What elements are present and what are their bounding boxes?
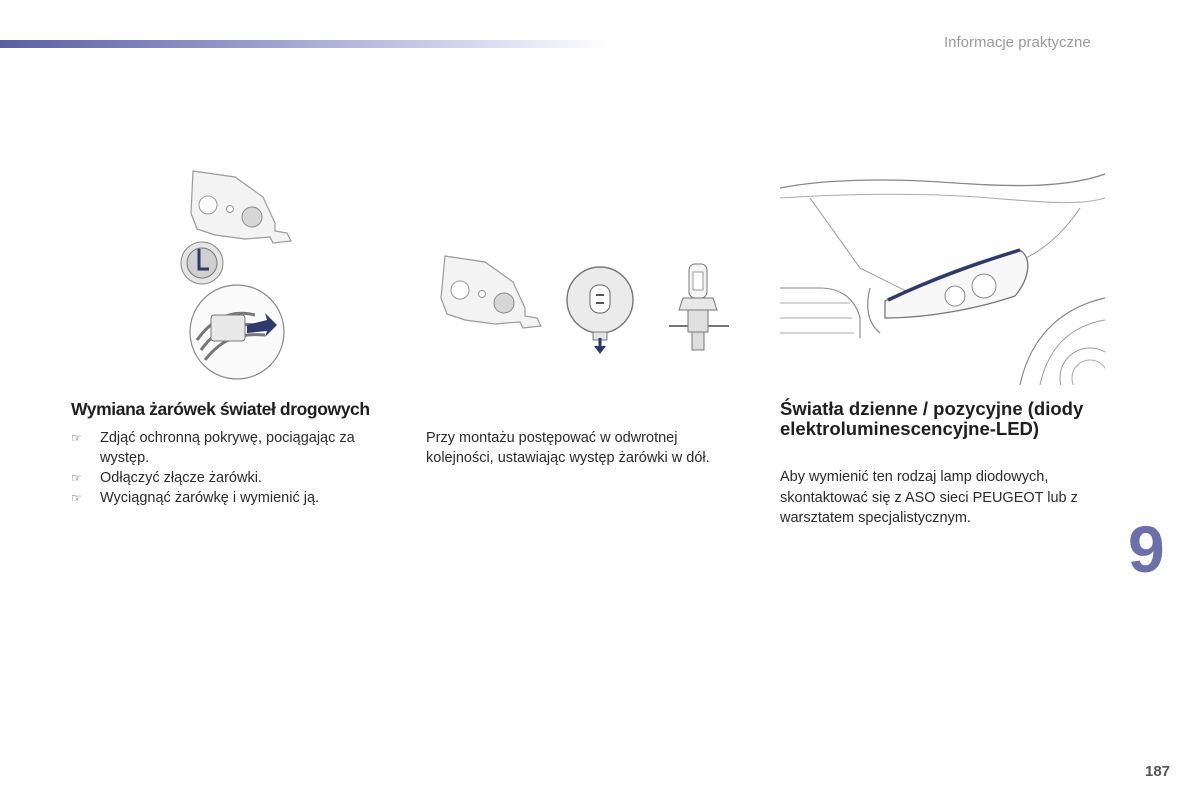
list-item: ☞ Wyciągnąć żarówkę i wymienić ją. (71, 490, 320, 506)
bulb-replacement-illustration (435, 250, 740, 365)
chapter-number: 9 (1128, 512, 1165, 586)
list-item: ☞ Odłączyć złącze żarówki. (71, 470, 262, 486)
list-item: ☞ Zdjąć ochronną pokrywę, pociągając za występ. (71, 430, 355, 466)
high-beam-steps-list (71, 428, 401, 508)
pointing-hand-icon: ☞ (71, 471, 82, 485)
header-gradient-bar (0, 40, 610, 48)
reassembly-note: Przy montażu postępować w odwrotnej kolejności, ustawiając występ żarówki w dół. (426, 430, 710, 466)
pointing-hand-icon: ☞ (71, 431, 82, 445)
high-beam-heading: Wymiana żarówek świateł drogowych (71, 399, 370, 419)
page-number: 187 (1145, 763, 1171, 780)
car-front-led-illustration (780, 168, 1105, 385)
headlamp-removal-illustration (175, 165, 300, 385)
led-lights-note: Aby wymienić ten rodzaj lamp diodowych, skontaktować się z ASO sieci PEUGEOT lub z warsztatem specjalistycznym. (780, 469, 1078, 526)
section-title: Informacje praktyczne (944, 34, 1091, 51)
pointing-hand-icon: ☞ (71, 491, 82, 505)
led-lights-heading: Światła dzienne / pozycyjne (diody elektroluminescencyjne-LED) (780, 398, 1084, 439)
